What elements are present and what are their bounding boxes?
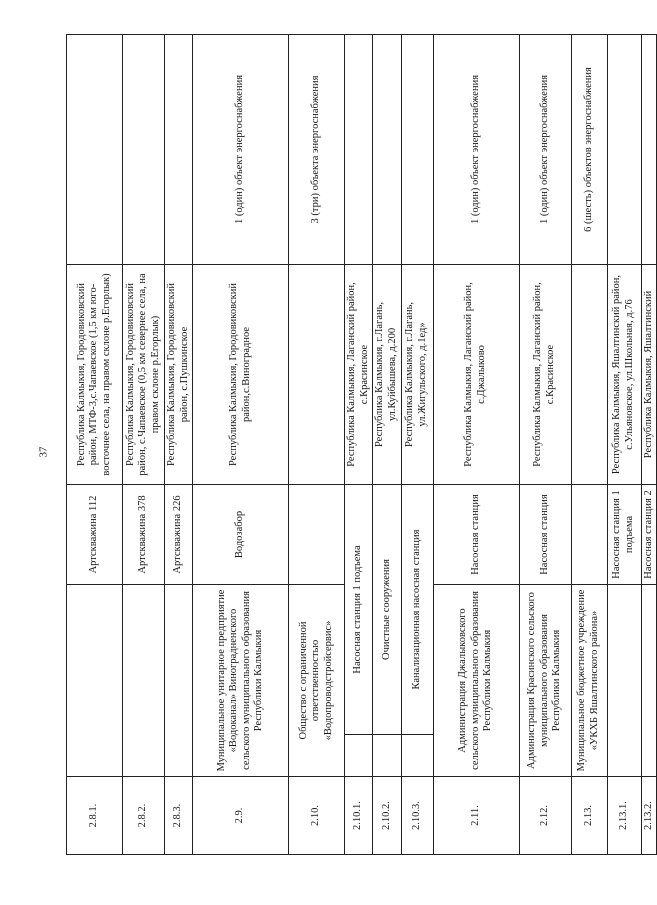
cell-num: 2.13.1. — [607, 777, 641, 855]
cell-count: 6 (шесть) объектов энергоснабжения — [571, 35, 607, 265]
table-row — [289, 35, 345, 855]
cell-object: Водозабор — [193, 485, 289, 585]
cell-org: Муниципальное унитарное предприятие «Водоканал» Виноградненского сельского муниципального образования Республики Калмыкия — [193, 585, 289, 777]
cell-count — [641, 35, 657, 265]
cell-org: Администрация Красинского сельского муниципального образования Республики Калмыкия — [519, 585, 571, 777]
cell-address — [571, 265, 607, 485]
cell-org: Общество с ограниченной ответственностью «Водопроводстройсервис» — [289, 585, 345, 777]
cell-num: 2.8.1. — [67, 777, 123, 855]
cell-address: Республика Калмыкия, Городовиковский район,с.Виноградное — [193, 265, 289, 485]
cell-address: Республика Калмыкия, Городовиковский район, с.Чапаевское (0,5 км севернее села, на правом склоне р.Егорлык) — [123, 265, 165, 485]
cell-org — [401, 735, 433, 777]
cell-num: 2.8.2. — [123, 777, 165, 855]
cell-object: Артскважина 112 — [67, 485, 123, 585]
cell-count — [345, 35, 373, 265]
cell-object — [289, 485, 345, 585]
cell-address: Республика Калмыкия, Лаганский район, с.Джалыково — [433, 265, 519, 485]
cell-count — [165, 35, 193, 265]
cell-count — [373, 35, 401, 265]
cell-count: 1 (один) объект энергоснабжения — [519, 35, 571, 265]
cell-object: Канализационная насосная станция — [401, 485, 433, 735]
cell-count: 3 (три) объекта энергоснабжения — [289, 35, 345, 265]
cell-org — [345, 735, 373, 777]
cell-num: 2.10.2. — [373, 777, 401, 855]
table-row — [165, 35, 193, 855]
cell-address: Республика Калмыкия, г.Лагань, ул.Жигульского, д.1ед» — [401, 265, 433, 485]
cell-address: Республика Калмыкия, Яшалтинский — [641, 265, 657, 485]
table-row — [123, 35, 165, 855]
cell-num: 2.10. — [289, 777, 345, 855]
cell-address: Республика Калмыкия, Лаганский район, с.Красинское — [345, 265, 373, 485]
cell-address: Республика Калмыкия, Городовиковский район, МТФ-3,с.Чапаевское (1,5 км юго-восточнее села, на правом склоне р.Егорлык) — [67, 265, 123, 485]
cell-object: Артскважина 226 — [165, 485, 193, 585]
cell-org: Администрация Джалыковского сельского муниципального образования Республики Калмыкия — [433, 585, 519, 777]
cell-org — [641, 585, 657, 777]
cell-num: 2.10.1. — [345, 777, 373, 855]
table-row — [571, 35, 607, 855]
cell-address: Республика Калмыкия, Яшалтинский район, с.Ульяновское, ул.Школьная, д.76 — [607, 265, 641, 485]
cell-address: Республика Калмыкия, г.Лагань, ул.Куйбышева, д.200 — [373, 265, 401, 485]
cell-count — [123, 35, 165, 265]
cell-count — [401, 35, 433, 265]
cell-num: 2.13. — [571, 777, 607, 855]
table-row — [607, 35, 641, 855]
cell-num: 2.9. — [193, 777, 289, 855]
cell-org: Муниципальное бюджетное учреждение «УКХБ Яшалтинского района» — [571, 585, 607, 777]
cell-org — [123, 585, 165, 777]
rotated-table-wrapper — [66, 35, 654, 855]
cell-address — [289, 265, 345, 485]
table-row — [401, 35, 433, 855]
cell-count — [67, 35, 123, 265]
cell-org — [373, 735, 401, 777]
cell-org — [67, 585, 123, 777]
table-row — [641, 35, 657, 855]
cell-num: 2.13.2. — [641, 777, 657, 855]
page-number: 37 — [37, 446, 50, 458]
cell-org — [165, 585, 193, 777]
cell-count — [607, 35, 641, 265]
cell-object: Насосная станция 2 — [641, 485, 657, 585]
cell-object: Очистные сооружения — [373, 485, 401, 735]
cell-object — [571, 485, 607, 585]
cell-object: Насосная станция — [433, 485, 519, 585]
cell-count: 1 (один) объект энергоснабжения — [433, 35, 519, 265]
cell-num: 2.12. — [519, 777, 571, 855]
cell-num: 2.8.3. — [165, 777, 193, 855]
cell-address: Республика Калмыкия, Городовиковский район, с.Пушкинское — [165, 265, 193, 485]
cell-num: 2.11. — [433, 777, 519, 855]
cell-org — [607, 585, 641, 777]
cell-object: Насосная станция 1 подъема — [607, 485, 641, 585]
cell-object: Насосная станция — [519, 485, 571, 585]
table-row — [193, 35, 289, 855]
facilities-table — [66, 34, 657, 855]
cell-count: 1 (один) объект энергоснабжения — [193, 35, 289, 265]
cell-address: Республика Калмыкия, Лаганский район, с.Красинское — [519, 265, 571, 485]
table-row — [519, 35, 571, 855]
cell-num: 2.10.3. — [401, 777, 433, 855]
table-row — [433, 35, 519, 855]
table-row — [67, 35, 123, 855]
table-row — [345, 35, 373, 855]
cell-object: Насосная станция 1 подъема — [345, 485, 373, 735]
table-row — [373, 35, 401, 855]
cell-object: Артскважина 378 — [123, 485, 165, 585]
